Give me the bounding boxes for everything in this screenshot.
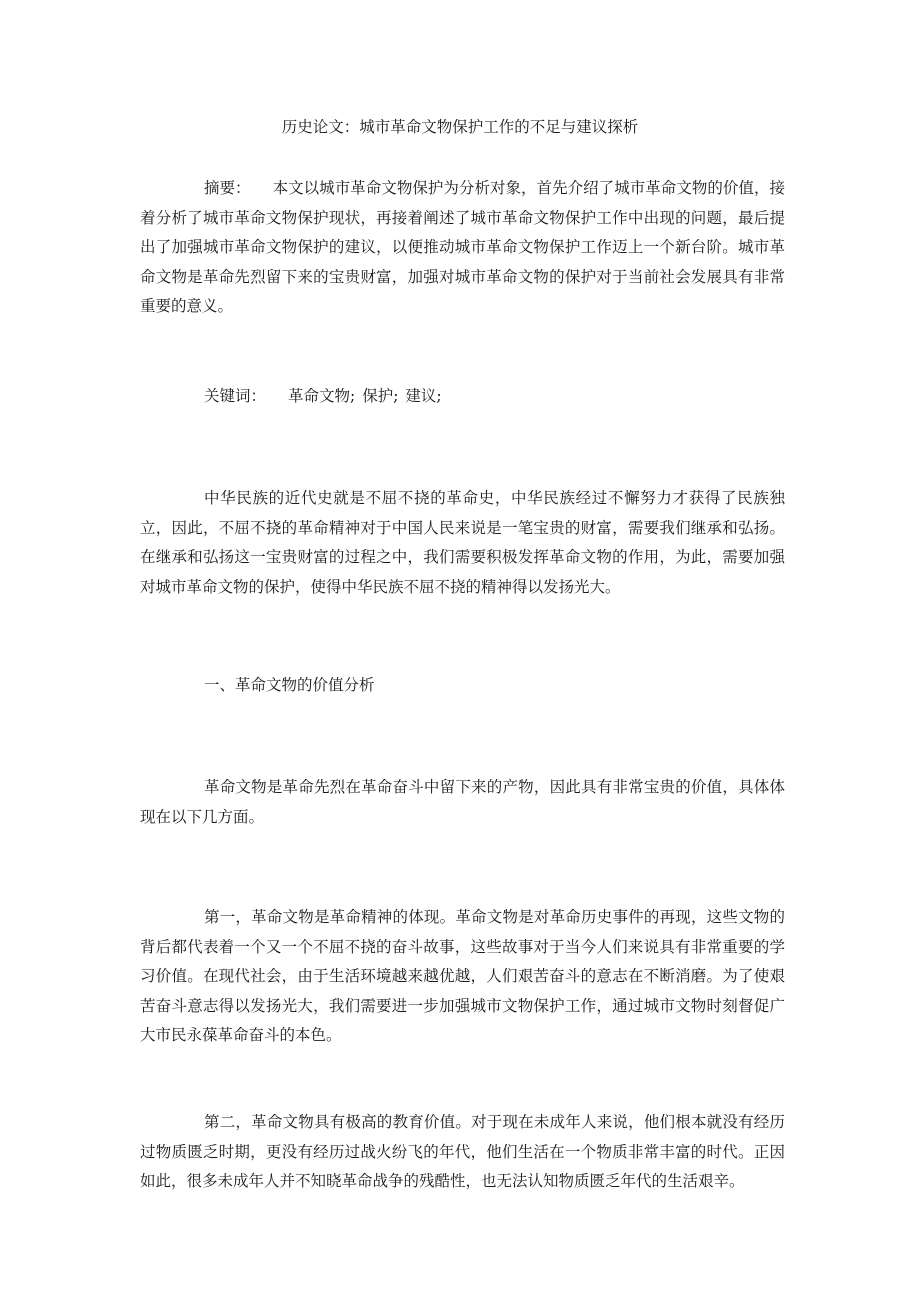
keyword-item: 革命文物; — [288, 387, 356, 405]
body-paragraph: 中华民族的近代史就是不屈不挠的革命史，中华民族经过不懈努力才获得了民族独立，因此，不屈不挠的革命精神对于中国人民来说是一笔宝贵的财富，需要我们继承和弘扬。在继承和弘扬这一宝贵财富的过程之中，我们需要积极发挥革命文物的作用，为此，需要加强对城市革命文物的保护，使得中华民族不屈不挠的精神得以发扬光大。 — [140, 489, 785, 596]
abstract-label: 摘要： — [204, 179, 251, 197]
keywords-label: 关键词： — [204, 387, 267, 405]
keyword-item: 建议; — [405, 387, 442, 405]
abstract-paragraph — [140, 174, 785, 322]
section-heading: 一、革命文物的价值分析 — [204, 676, 375, 694]
body-paragraph: 第二，革命文物具有极高的教育价值。对于现在未成年人来说，他们根本就没有经历过物质匮乏时期，更没有经历过战火纷飞的年代，他们生活在一个物质非常丰富的时代。正因如此，很多未成年人并不知晓革命战争的残酷性，也无法认知物质匮乏年代的生活艰辛。 — [140, 1113, 785, 1190]
document-title: 历史论文：城市革命文物保护工作的不足与建议探析 — [281, 118, 639, 136]
body-paragraph: 革命文物是革命先烈在革命奋斗中留下来的产物，因此具有非常宝贵的价值，具体体现在以下几方面。 — [140, 778, 785, 826]
abstract-text: 本文以城市革命文物保护为分析对象，首先介绍了城市革命文物的价值，接着分析了城市革命文物保护现状，再接着阐述了城市革命文物保护工作中出现的问题，最后提出了加强城市革命文物保护的建议，以便推动城市革命文物保护工作迈上一个新台阶。城市革命文物是革命先烈留下来的宝贵财富，加强对城市革命文物的保护对于当前社会发展具有非常重要的意义。 — [140, 179, 785, 315]
keyword-item: 保护; — [362, 387, 399, 405]
body-paragraph: 第一，革命文物是革命精神的体现。革命文物是对革命历史事件的再现，这些文物的背后都代表着一个又一个不屈不挠的奋斗故事，这些故事对于当今人们来说具有非常重要的学习价值。在现代社会，由于生活环境越来越优越，人们艰苦奋斗的意志在不断消磨。为了使艰苦奋斗意志得以发扬光大，我们需要进一步加强城市文物保护工作，通过城市文物时刻督促广大市民永葆革命奋斗的本色。 — [140, 908, 785, 1044]
keywords-line — [140, 382, 785, 412]
